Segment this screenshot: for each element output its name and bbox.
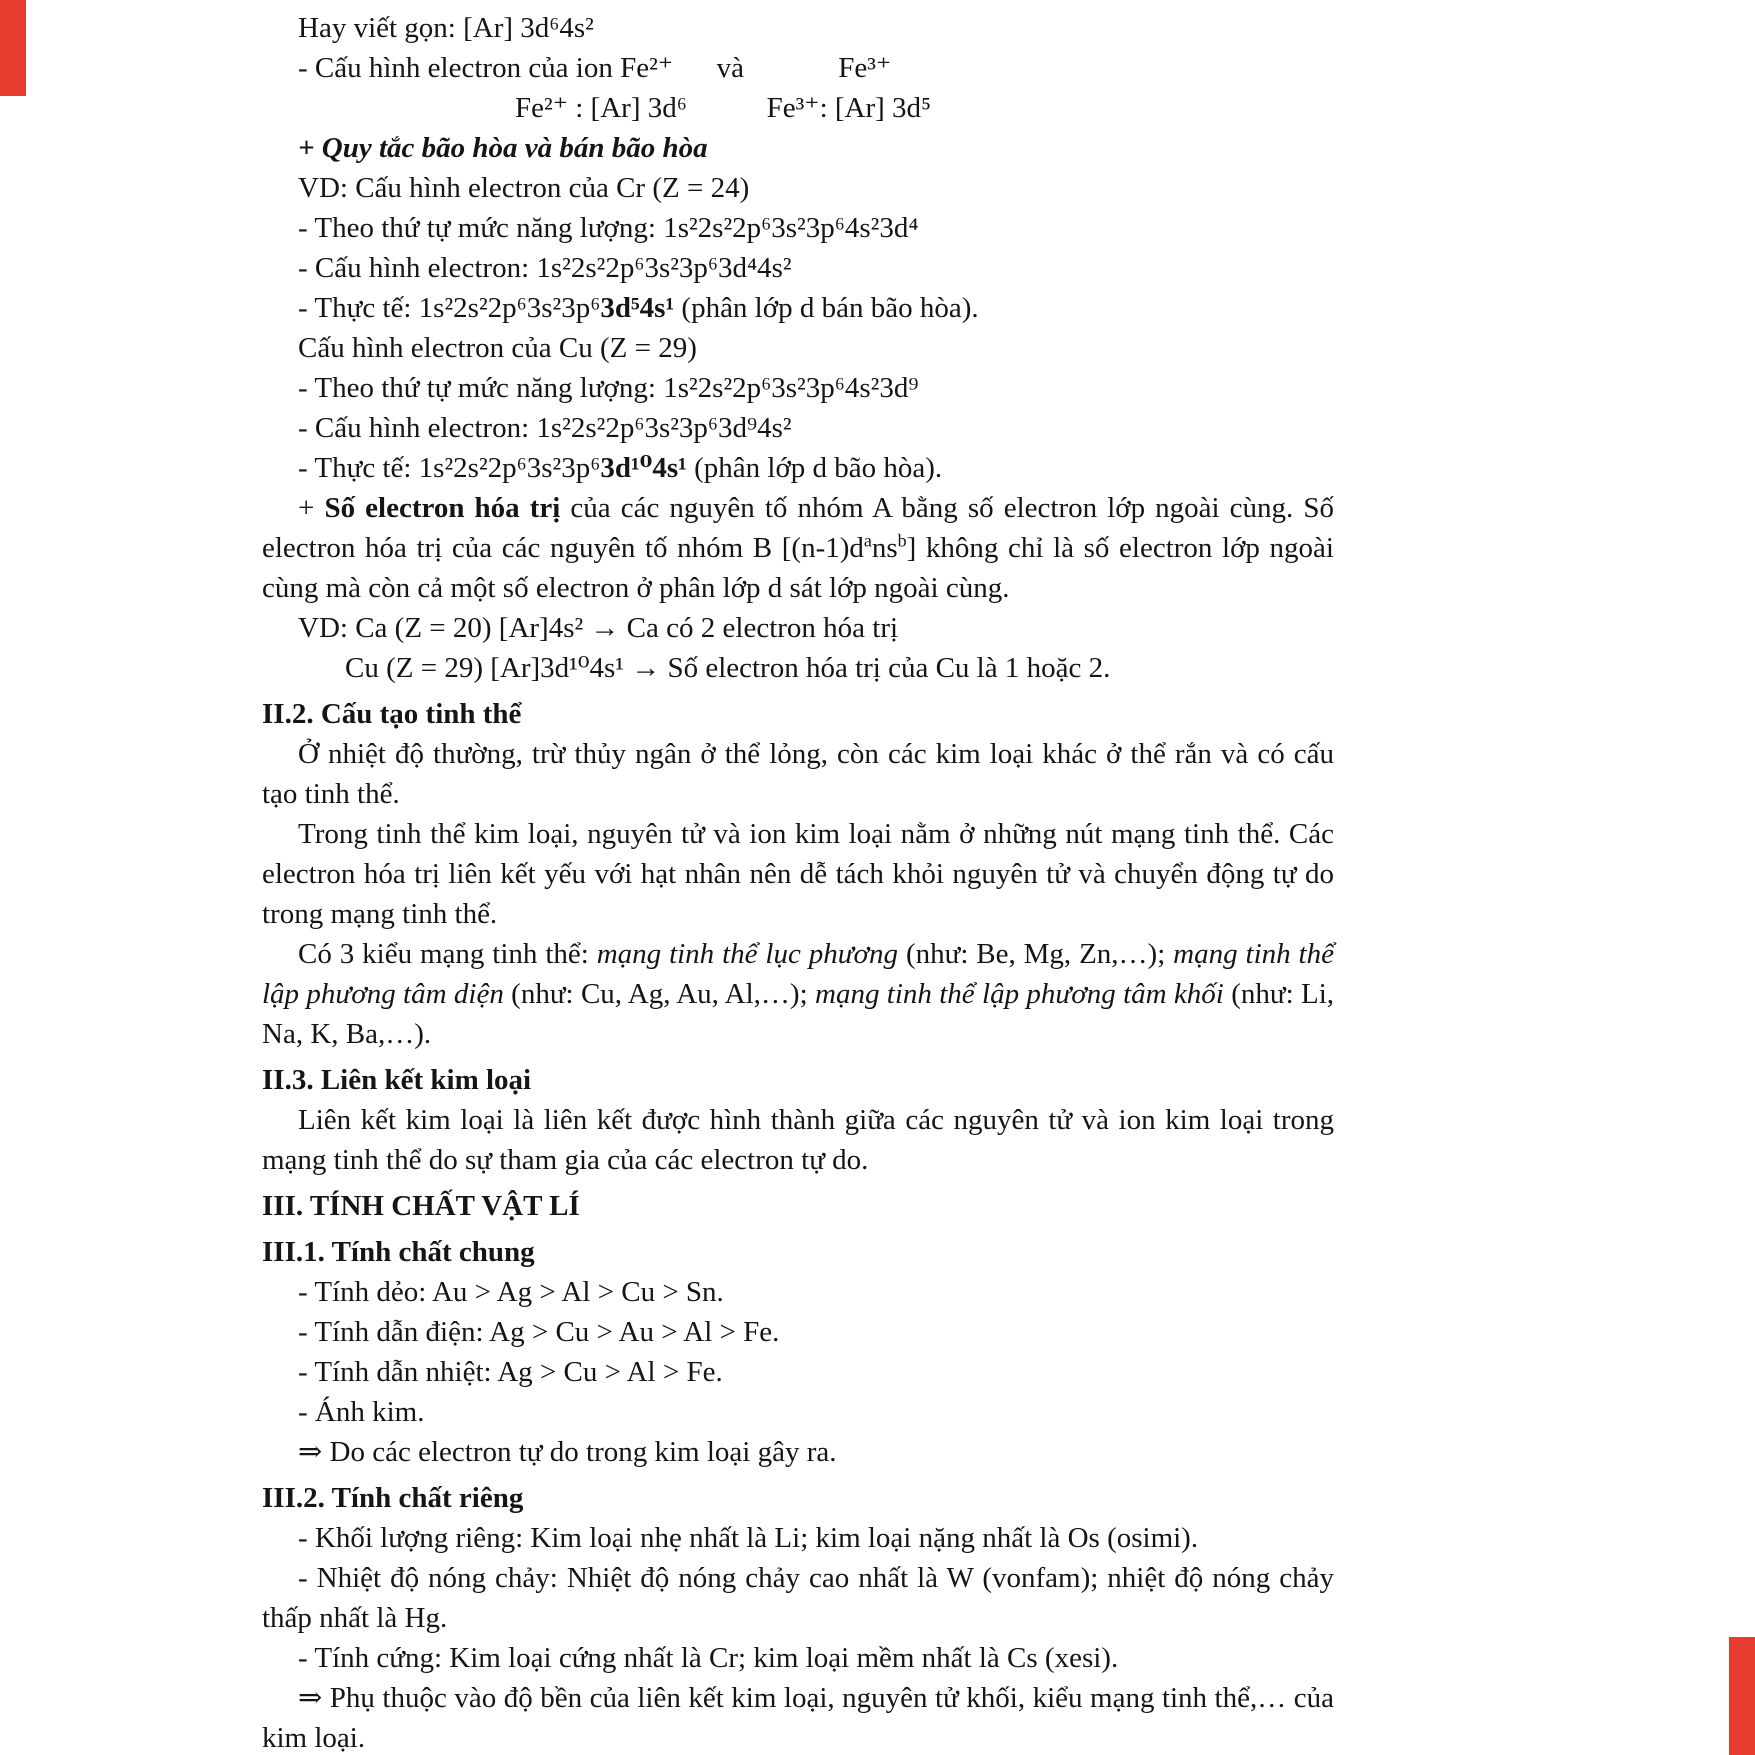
para-melting-point: - Nhiệt độ nóng chảy: Nhiệt độ nóng chảy cao nhất là W (vonfam); nhiệt độ nóng chảy thấp nhất là Hg.: [262, 1562, 1334, 1634]
line-cr-actual: [262, 288, 1334, 328]
plus-sign: +: [298, 492, 325, 524]
line-cu-config: - Cấu hình electron: 1s²2s²2p⁶3s²3p⁶3d⁹4s²: [298, 412, 792, 444]
formula-prefix: - Thực tế: 1s²2s²2p⁶3s²3p⁶: [298, 452, 601, 484]
heading-section-ii3: II.3. Liên kết kim loại: [262, 1064, 532, 1096]
superscript-a: a: [863, 530, 872, 551]
para-valence-electrons: [262, 488, 1334, 608]
valence-text: của các nguyên tố nhóm A bằng số electron lớp ngoài cùng. Số electron hóa trị của các nguyên tố nhóm B [(n-1)d: [262, 492, 1334, 564]
crystal-type-hexagonal: mạng tinh thể lục phương: [596, 938, 899, 970]
para-arrow-dependence: ⇒ Phụ thuộc vào độ bền của liên kết kim loại, nguyên tử khối, kiểu mạng tinh thể,… của kim loại.: [262, 1682, 1334, 1754]
line-vd-cu: Cu (Z = 29) [Ar]3d¹⁰4s¹ → Số electron hóa trị của Cu là 1 hoặc 2.: [345, 652, 1111, 684]
formula-bold-part: 3d¹⁰4s¹: [600, 452, 687, 484]
line-shorthand-config: Hay viết gọn: [Ar] 3d⁶4s²: [298, 12, 594, 44]
valence-term: Số electron hóa trị: [324, 492, 561, 524]
document-content: [262, 8, 1334, 1755]
para-crystal-structure: Trong tinh thể kim loại, nguyên tử và ion kim loại nằm ở những nút mạng tinh thể. Các electron hóa trị liên kết yếu với hạt nhân nên dễ tách khỏi nguyên tử và chuyển động tự do trong mạng tinh thể.: [262, 818, 1334, 930]
line-cu-actual: [262, 448, 1334, 488]
para-crystal-types: [262, 934, 1334, 1054]
crystal-type-fcc: mạng tinh thể lập phương tâm diện: [262, 938, 1334, 1010]
heading-saturation-rule: + Quy tắc bão hòa và bán bão hòa: [298, 132, 708, 164]
line-cu-energy: - Theo thứ tự mức năng lượng: 1s²2s²2p⁶3s²3p⁶4s²3d⁹: [298, 372, 919, 404]
para-metallic-bond: Liên kết kim loại là liên kết được hình thành giữa các nguyên tử và ion kim loại trong mạng tinh thể do sự tham gia của các electron tự do.: [262, 1104, 1334, 1176]
valence-text: ns: [871, 532, 898, 564]
crystal-type-bcc: mạng tinh thể lập phương tâm khối: [815, 978, 1224, 1010]
line-cr-config: - Cấu hình electron: 1s²2s²2p⁶3s²3p⁶3d⁴4s²: [298, 252, 792, 284]
line-cr-energy: - Theo thứ tự mức năng lượng: 1s²2s²2p⁶3s²3p⁶4s²3d⁴: [298, 212, 919, 244]
line-density: - Khối lượng riêng: Kim loại nhẹ nhất là Li; kim loại nặng nhất là Os (osimi).: [298, 1522, 1199, 1554]
crystal-intro-text: Có 3 kiểu mạng tinh thể:: [298, 938, 597, 970]
heading-section-iii1: III.1. Tính chất chung: [262, 1236, 535, 1268]
heading-section-iii2: III.2. Tính chất riêng: [262, 1482, 524, 1514]
line-vd-ca: VD: Ca (Z = 20) [Ar]4s² → Ca có 2 electron hóa trị: [298, 612, 899, 644]
heading-section-iii: III. TÍNH CHẤT VẬT LÍ: [262, 1190, 580, 1222]
formula-prefix: - Thực tế: 1s²2s²2p⁶3s²3p⁶: [298, 292, 601, 324]
line-thermal-conductivity: - Tính dẫn nhiệt: Ag > Cu > Al > Fe.: [298, 1356, 723, 1388]
para-crystal-intro: Ở nhiệt độ thường, trừ thủy ngân ở thể lỏng, còn các kim loại khác ở thể rắn và có cấu tạo tinh thể.: [262, 738, 1334, 810]
line-arrow-free-electrons: ⇒ Do các electron tự do trong kim loại gây ra.: [298, 1436, 837, 1468]
superscript-b: b: [897, 530, 907, 551]
line-vd-cr: VD: Cấu hình electron của Cr (Z = 24): [298, 172, 750, 204]
line-ion-pair: - Cấu hình electron của ion Fe²⁺ và Fe³⁺: [298, 52, 892, 84]
line-cu-header: Cấu hình electron của Cu (Z = 29): [298, 332, 697, 364]
red-border-fragment-top-left: [0, 0, 26, 96]
line-conductivity: - Tính dẫn điện: Ag > Cu > Au > Al > Fe.: [298, 1316, 780, 1348]
crystal-examples: (như: Be, Mg, Zn,…);: [898, 938, 1174, 970]
valence-text: ] không chỉ là số electron lớp ngoài cùng mà còn cả một số electron ở phân lớp d sát lớp ngoài cùng.: [262, 532, 1334, 604]
line-hardness: - Tính cứng: Kim loại cứng nhất là Cr; kim loại mềm nhất là Cs (xesi).: [298, 1642, 1119, 1674]
line-ion-configs: Fe²⁺ : [Ar] 3d⁶ Fe³⁺: [Ar] 3d⁵: [515, 92, 932, 124]
crystal-examples: (như: Li, Na, K, Ba,…).: [262, 978, 1335, 1050]
heading-section-ii2: II.2. Cấu tạo tinh thể: [262, 698, 522, 730]
formula-bold-part: 3d⁵4s¹: [600, 292, 675, 324]
formula-note: (phân lớp d bán bão hòa).: [674, 292, 979, 324]
red-border-fragment-bottom-right: [1729, 1637, 1755, 1755]
formula-note: (phân lớp d bão hòa).: [686, 452, 943, 484]
crystal-examples: (như: Cu, Ag, Au, Al,…);: [503, 978, 815, 1010]
line-luster: - Ánh kim.: [298, 1396, 425, 1428]
line-ductility: - Tính dẻo: Au > Ag > Al > Cu > Sn.: [298, 1276, 724, 1308]
